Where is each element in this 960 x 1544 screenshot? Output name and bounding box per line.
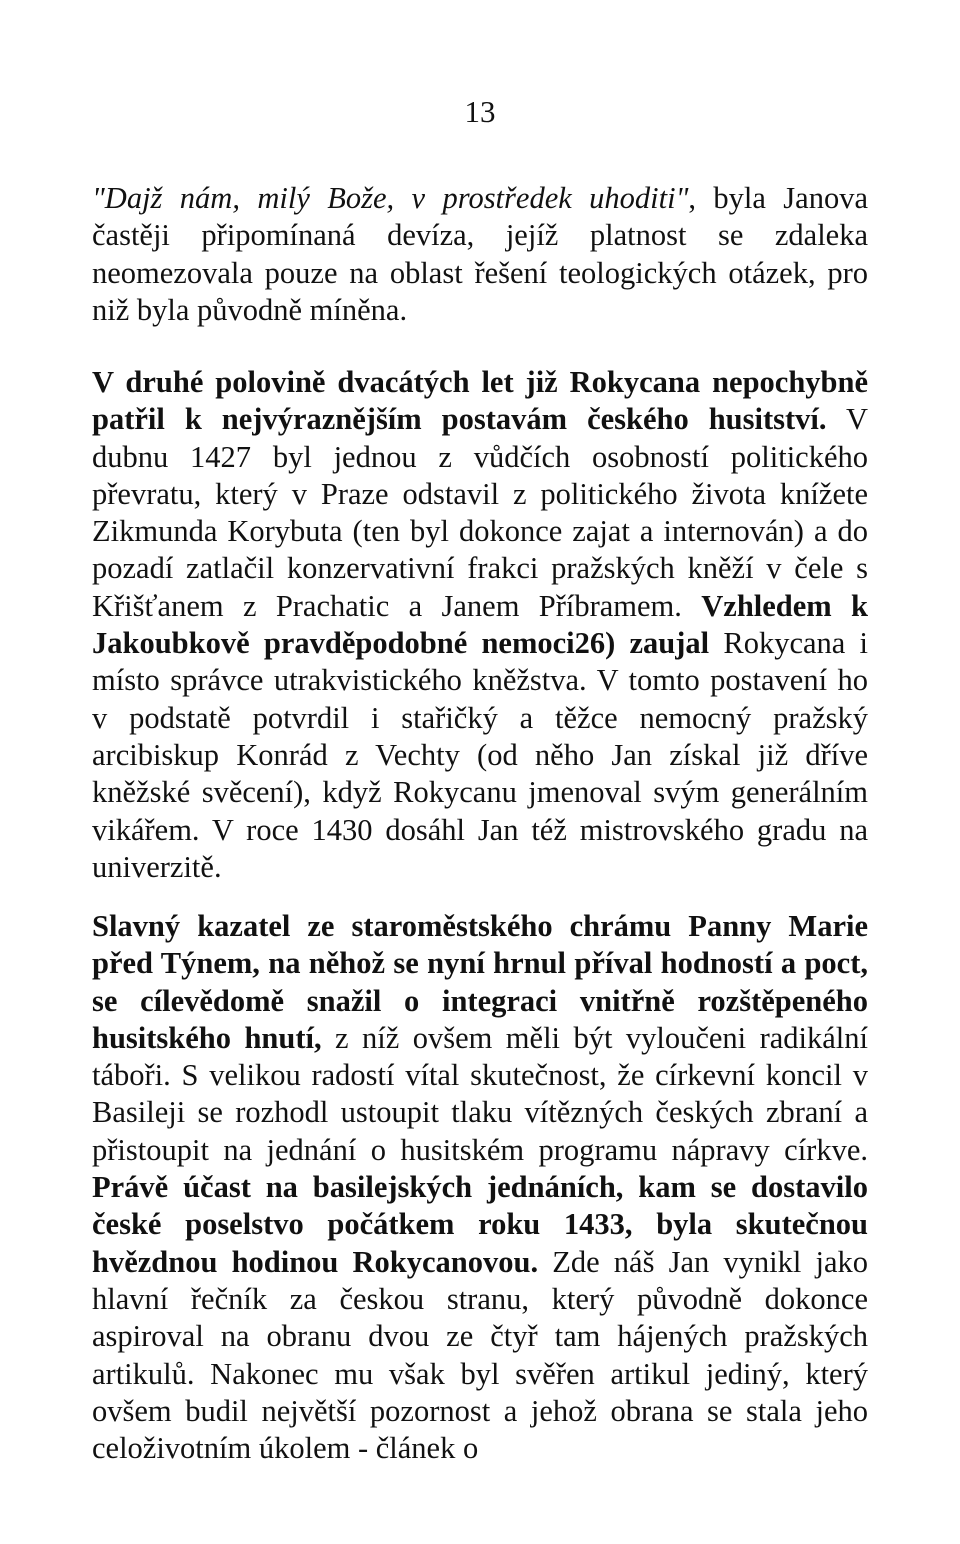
paragraph-2-text-2: Rokycana i místo správce utrakvistického kněžstva. V tomto postavení ho v podstatě potvrdil i stařičký a těžce nemocný pražský arcibiskup Konrád z Vechty (od něho Jan získal již dříve kněžské svěcení), když Rokycanu jmenoval svým generálním vikářem. V roce 1430 dosáhl Jan též mistrovského gradu na univerzitě. — [92, 626, 869, 884]
paragraph-2 — [92, 364, 868, 886]
paragraph-3-text-2: Zde náš Jan vynikl jako hlavní řečník za českou stranu, který původně dokonce aspiroval na obranu dvou ze čtyř tam hájených pražských artikulů. Nakonec mu však byl svěřen artikul jediný, který ovšem budil největší pozornost a jehož obrana se stala jeho celoživotním úkolem - článek o — [92, 1244, 868, 1466]
paragraph-3 — [92, 908, 868, 1467]
paragraph-2-text-1: V dubnu 1427 byl jednou z vůdčích osobností politického převratu, který v Praze odstavil z politického života knížete Zikmunda Korybuta (ten byl dokonce zajat a internován) a do pozadí zatlačil konzervativní frakci pražských kněží v čele s Křišťanem z Prachatic a Janem Příbramem. — [92, 402, 868, 623]
paragraph-3-bold-lead: Slavný kazatel ze staroměstského chrámu Panny Marie před Týnem, na něhož se nyní hrnul příval hodností a poct, se cílevědomě snažil o integraci vnitřně rozštěpeného husitského hnutí, — [92, 909, 868, 1055]
page-number: 13 — [464, 94, 496, 129]
paragraph-3-bold-mid: Právě účast na basilejských jednáních, kam se dostavilo české poselstvo počátkem roku 1433, byla skutečnou hvězdnou hodinou Rokycanovou. — [92, 1170, 868, 1279]
paragraph-1-text: , byla Janova častěji připomínaná devíza, jejíž platnost se zdaleka neomezovala pouze na oblast řešení teologických otázek, pro niž byla původně míněna. — [92, 181, 868, 327]
paragraph-2-bold-mid: Vzhledem k Jakoubkově pravděpodobné nemoci26) zaujal — [92, 588, 868, 661]
paragraph-1 — [92, 180, 868, 329]
paragraph-3-text-1: z níž ovšem měli být vyloučeni radikální táboři. S velikou radostí vítal skutečnost, že církevní koncil v Basileji se rozhodl ustoupit tlaku vítězných českých zbraní a přistoupit na jednání o husitském programu nápravy církve. — [92, 1020, 869, 1167]
paragraph-2-bold-lead: V druhé polovině dvacátých let již Rokycana nepochybně patřil k nejvýraznějším postavám českého husitství. — [92, 365, 868, 437]
motto-quote: "Dajž nám, milý Bože, v prostředek uhoditi" — [92, 181, 689, 215]
